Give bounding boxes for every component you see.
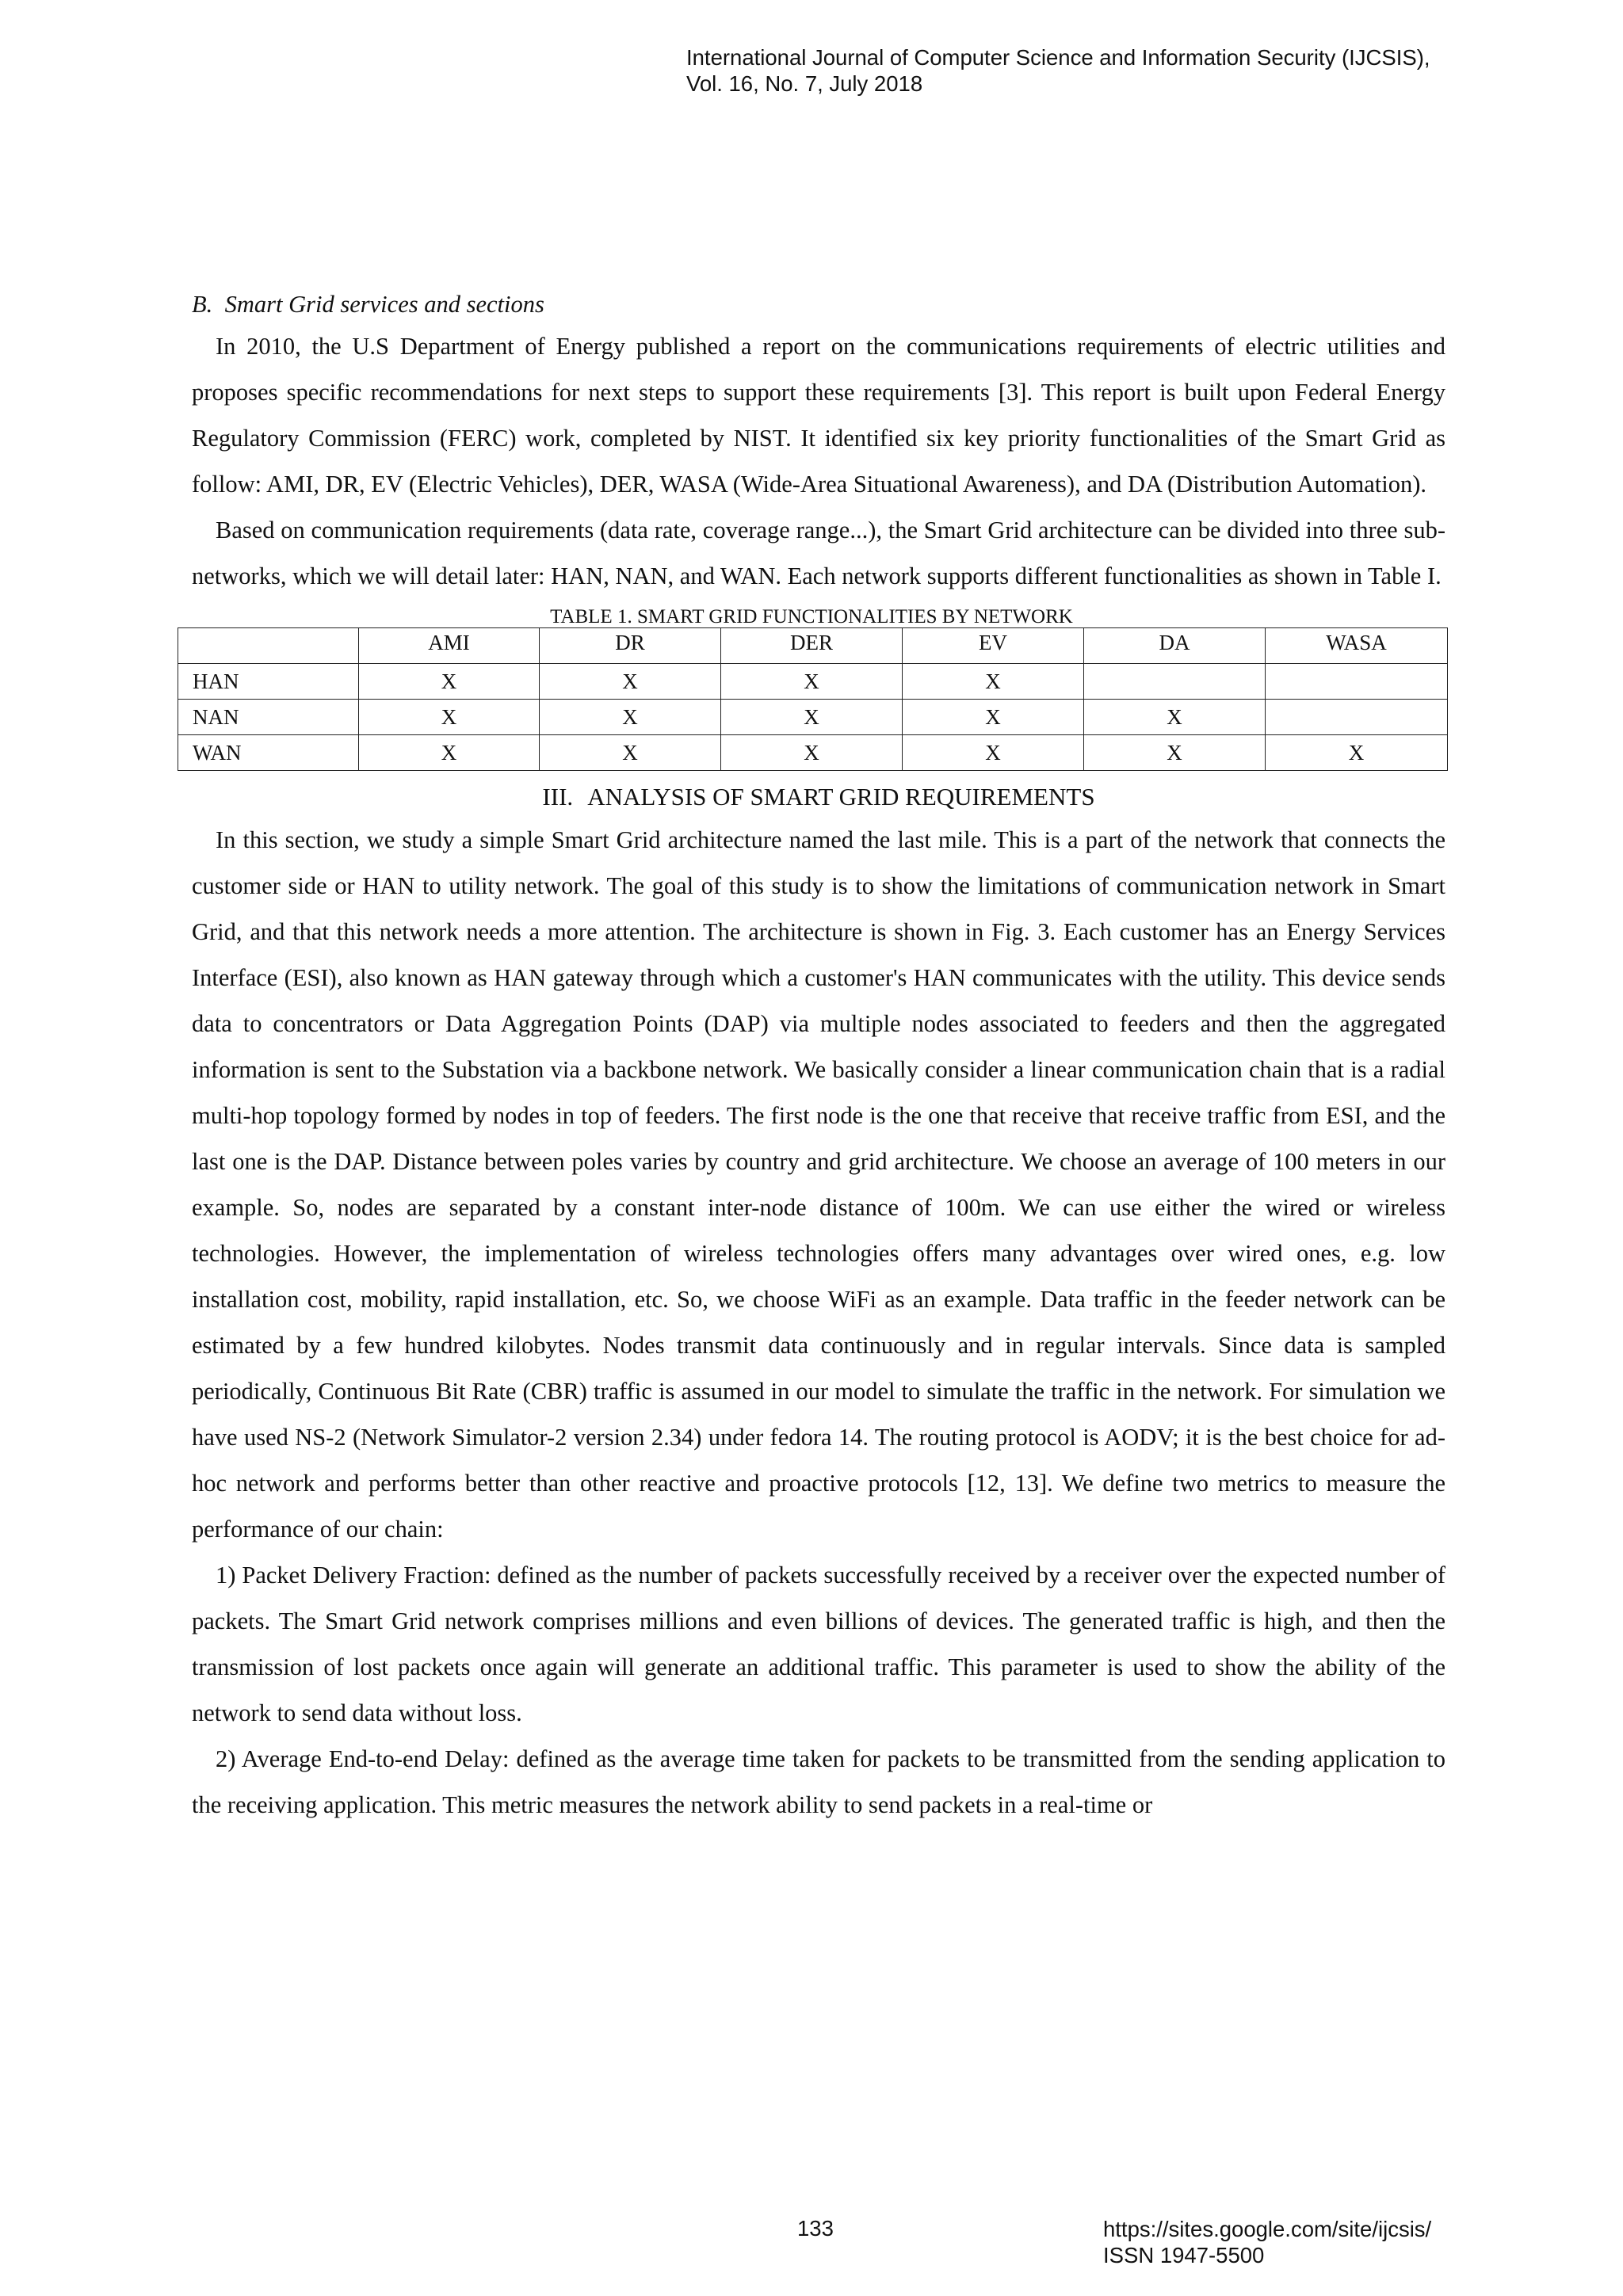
table-header-cell: WASA [1266,628,1448,664]
section-heading [192,782,1445,812]
subsection-title: Smart Grid services and sections [224,291,544,318]
table-header-cell: EV [903,628,1084,664]
table-cell: X [359,735,540,771]
table-cell: X [359,664,540,700]
page-number: 133 [797,2216,834,2241]
table-cell: X [540,735,721,771]
paragraph-subnetworks: Based on communication requirements (data rate, coverage range...), the Smart Grid architecture can be divided into three sub-networks, which we will detail later: HAN, NAN, and WAN. Each network supports different functionalities as shown in Table I. [192,517,1445,589]
section-number: III. [542,783,574,810]
table-cell: X [903,664,1084,700]
table-cell [1266,700,1448,735]
table-cell: X [359,700,540,735]
table-cell: X [1084,700,1266,735]
table-cell: X [721,700,903,735]
journal-header-line1: International Journal of Computer Science and Information Security (IJCSIS), [686,45,1430,70]
journal-header [686,44,1430,97]
subsection-heading [192,287,1445,323]
page-body [192,287,1445,1828]
table-cell: X [903,700,1084,735]
paragraph-last-mile: In this section, we study a simple Smart Grid architecture named the last mile. This is a part of the network that connects the customer side or HAN to utility network. The goal of this study is to show the limitations of communication network in Smart Grid, and that this network needs a more attention. The architecture is shown in Fig. 3. Each customer has an Energy Services Interface (ESI), also known as HAN gateway through which a customer's HAN communicates with the utility. This device sends data to concentrators or Data Aggregation Points (DAP) via multiple nodes associated to feeders and then the aggregated information is sent to the Substation via a backbone network. We basically consider a linear communication chain that is a radial multi-hop topology formed by nodes in top of feeders. The first node is the one that receive that receive traffic from ESI, and the last one is the DAP. Distance between poles varies by country and grid architecture. We choose an average of 100 meters in our example. So, nodes are separated by a constant inter-node distance of 100m. We can use either the wired or wireless technologies. However, the implementation of wireless technologies offers many advantages over wired ones, e.g. low installation cost, mobility, rapid installation, etc. So, we choose WiFi as an example. Data traffic in the feeder network can be estimated by a few hundred kilobytes. Nodes transmit data continuously and in regular intervals. Since data is sampled periodically, Continuous Bit Rate (CBR) traffic is assumed in our model to simulate the traffic in the network. For simulation we have used NS-2 (Network Simulator-2 version 2.34) under fedora 14. The routing protocol is AODV; it is the best choice for ad-hoc network and performs better than other reactive and proactive protocols [12, 13]. We define two metrics to measure the performance of our chain: [192,826,1445,1543]
table-cell: X [721,664,903,700]
journal-url: https://sites.google.com/site/ijcsis/ [1103,2217,1432,2241]
table-row [178,735,1448,771]
table-caption: TABLE 1. SMART GRID FUNCTIONALITIES BY NETWORK [550,606,1073,627]
table-header-cell: DER [721,628,903,664]
table-cell: X [540,700,721,735]
table-cell: X [1084,735,1266,771]
table-header-cell [178,628,359,664]
paragraph-doe-report: In 2010, the U.S Department of Energy published a report on the communications requirements of electric utilities and proposes specific recommendations for next steps to support these requirements [3]. This report is built upon Federal Energy Regulatory Commission (FERC) work, completed by NIST. It identified six key priority functionalities of the Smart Grid as follow: AMI, DR, EV (Electric Vehicles), DER, WASA (Wide-Area Situational Awareness), and DA (Distribution Automation). [192,333,1445,498]
subsection-number: B. [192,291,213,318]
table-cell [1084,664,1266,700]
journal-footer [1103,2216,1431,2268]
table-cell: X [903,735,1084,771]
journal-header-line2: Vol. 16, No. 7, July 2018 [686,71,923,96]
table-row-label: WAN [178,735,359,771]
table-header-cell: DA [1084,628,1266,664]
table-cell: X [1266,735,1448,771]
paragraph-end-to-end-delay: 2) Average End-to-end Delay: defined as the average time taken for packets to be transmitted from the sending application to the receiving application. This metric measures the network ability to send packets in a real-time or [192,1745,1445,1818]
table-row [178,700,1448,735]
table-header-cell: DR [540,628,721,664]
table-row [178,664,1448,700]
functionalities-table [178,627,1448,771]
table-row-label: NAN [178,700,359,735]
journal-issn: ISSN 1947-5500 [1103,2243,1265,2267]
table-cell: X [721,735,903,771]
table-header-row [178,628,1448,664]
paragraph-packet-delivery: 1) Packet Delivery Fraction: defined as the number of packets successfully received by a receiver over the expected number of packets. The Smart Grid network comprises millions and even billions of devices. The generated traffic is high, and then the transmission of lost packets once again will generate an additional traffic. This parameter is used to show the ability of the network to send data without loss. [192,1562,1445,1726]
table-header-cell: AMI [359,628,540,664]
table-cell: X [540,664,721,700]
table-row-label: HAN [178,664,359,700]
table-cell [1266,664,1448,700]
section-title: ANALYSIS OF SMART GRID REQUIREMENTS [587,783,1095,810]
